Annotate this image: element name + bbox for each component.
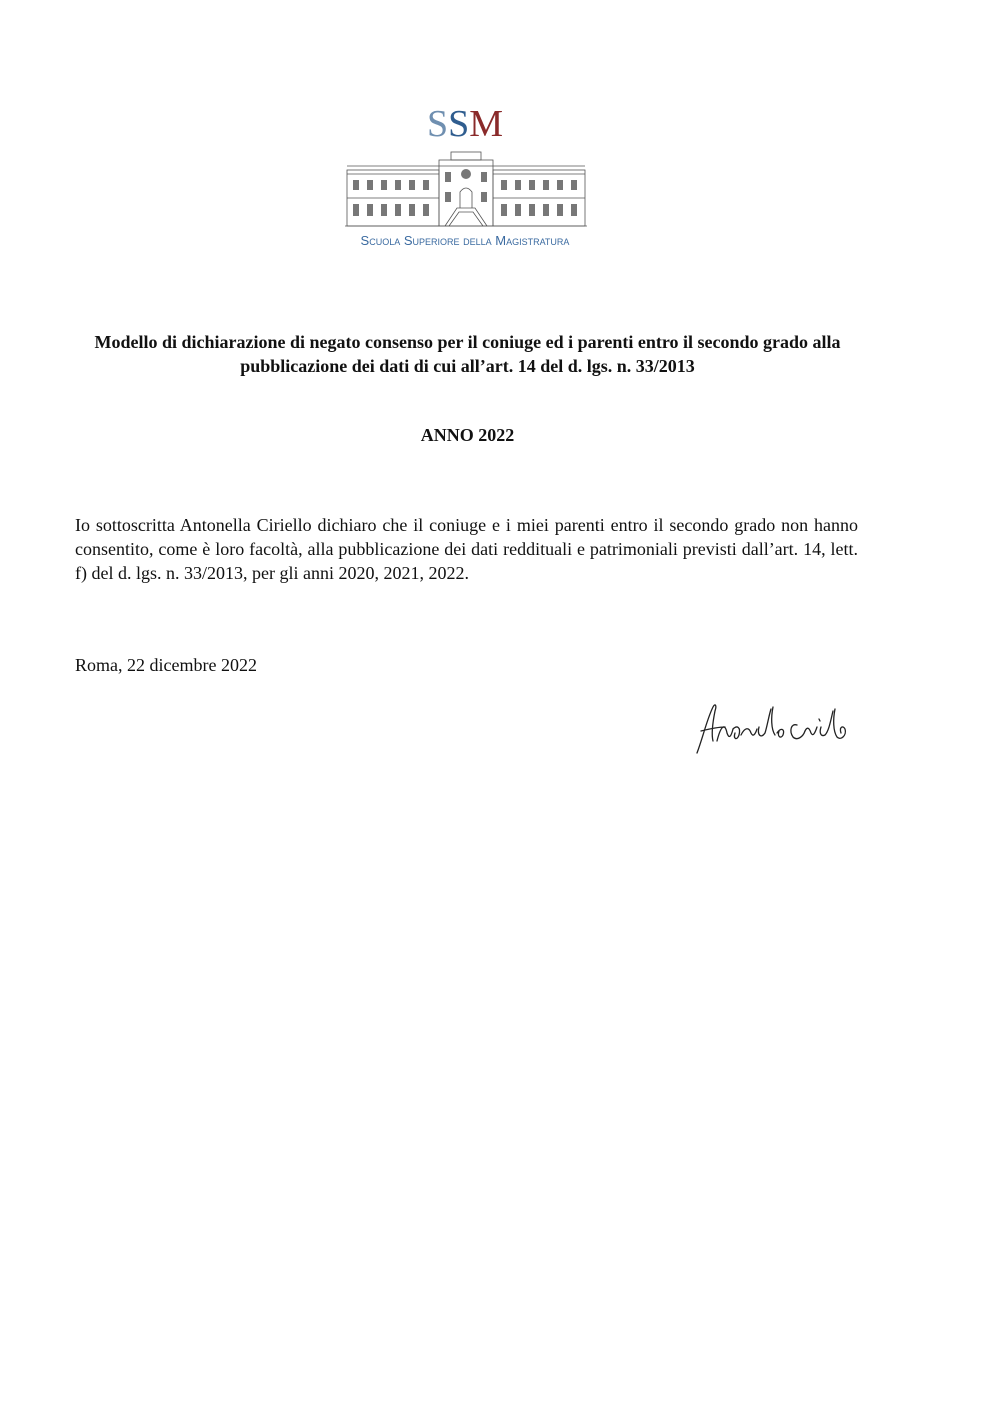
document-title: Modello di dichiarazione di negato consenso per il coniuge ed i parenti entro il secondo grado alla pubblicazione dei dati di cui all’art. 14 del d. lgs. n. 33/2013: [94, 332, 841, 376]
ssm-logo: [340, 100, 590, 260]
place-and-date: Roma, 22 dicembre 2022: [75, 655, 257, 675]
logo-institution-name: Scuola Superiore della Magistratura: [360, 233, 570, 248]
declaration-text: Io sottoscritta Antonella Ciriello dichiaro che il coniuge e i miei parenti entro il secondo grado non hanno consentito, come è loro facoltà, alla pubblicazione dei dati reddituali e patrimoniali previsti dall’art. 14, lett. f) del d. lgs. n. 33/2013, per gli anni 2020, 2021, 2022.: [75, 515, 858, 583]
handwritten-signature: [693, 697, 858, 757]
document-year: ANNO 2022: [420, 425, 515, 445]
logo-acronym: SSM: [426, 103, 504, 145]
building-illustration-icon: [345, 148, 587, 228]
